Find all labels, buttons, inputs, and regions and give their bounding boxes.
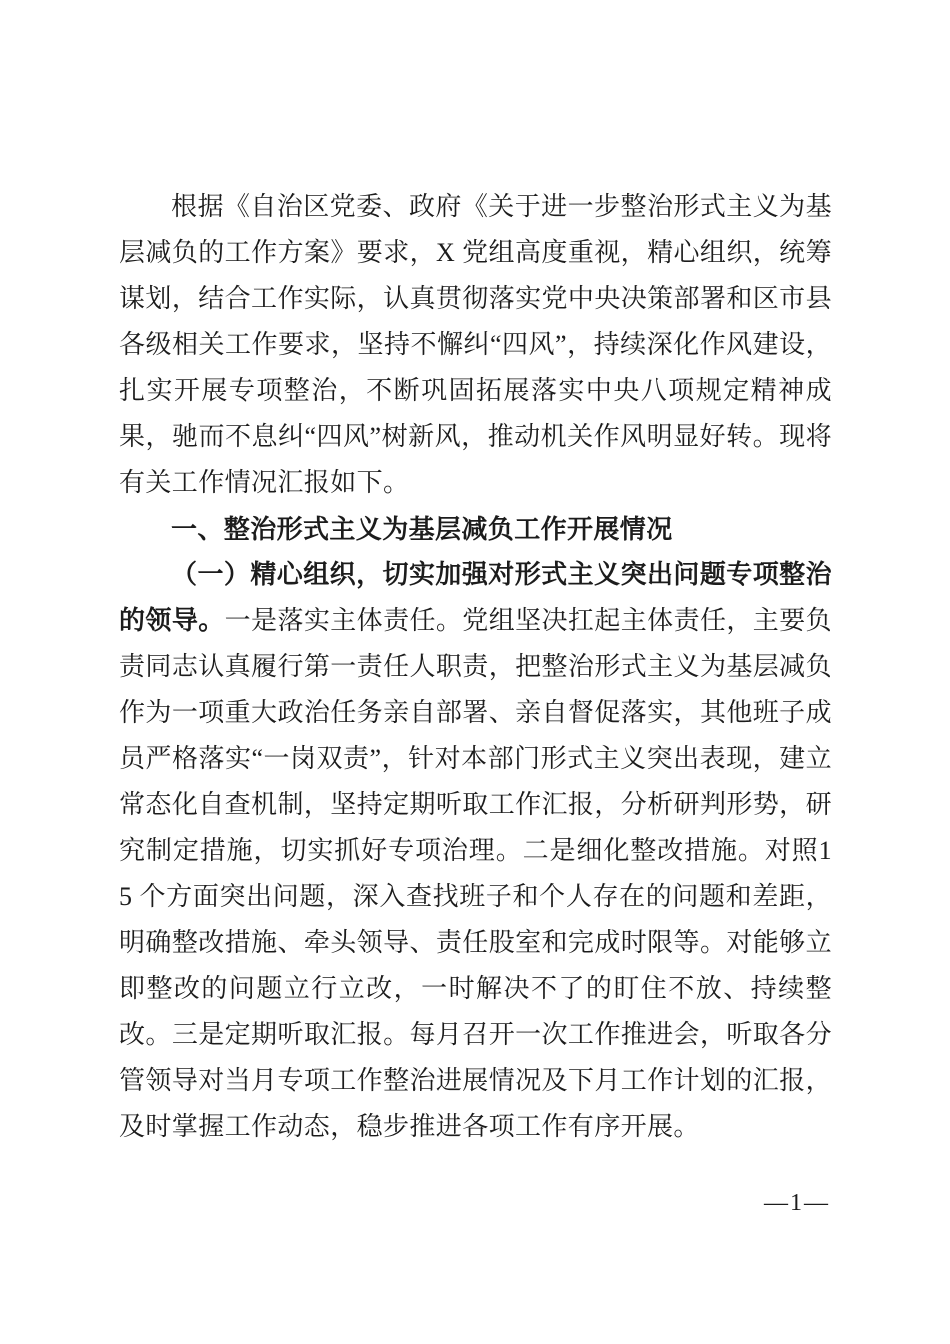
section-heading-1: 一、整治形式主义为基层减负工作开展情况: [171, 514, 673, 544]
paragraph-lead-bold: （一）精心组织，切实加强对形式主义突出问题专项整治的领导。: [119, 560, 832, 635]
page-number: —1—: [764, 1190, 830, 1216]
paragraph-body-text: 一是落实主体责任。党组坚决扛起主体责任，主要负责同志认真履行第一责任人职责，把整治形式主义为基层减负作为一项重大政治任务亲自部署、亲自督促落实，其他班子成员严格落实“一岗双责”，针对本部门形式主义突出表现，建立常态化自查机制，坚持定期听取工作汇报，分析研判形势，研究制定措施，切实抓好专项治理。二是细化整改措施。对照15 个方面突出问题，深入查找班子和个人存在的问题和差距，明确整改措施、牵头领导、责任股室和完成时限等。对能够立即整改的问题立行立改，一时解决不了的盯住不放、持续整改。三是定期听取汇报。每月召开一次工作推进会，听取各分管领导对当月专项工作整治进展情况及下月工作计划的汇报，及时掌握工作动态，稳步推进各项工作有序开展。: [119, 606, 832, 1141]
document-body: [119, 184, 832, 1150]
paragraph-section-1: [119, 552, 832, 1150]
paragraph-intro: 根据《自治区党委、政府《关于进一步整治形式主义为基层减负的工作方案》要求，X 党组高度重视，精心组织，统筹谋划，结合工作实际，认真贯彻落实党中央决策部署和区市县各级相关工作要求，坚持不懈纠“四风”，持续深化作风建设，扎实开展专项整治，不断巩固拓展落实中央八项规定精神成果，驰而不息纠“四风”树新风，推动机关作风明显好转。现将有关工作情况汇报如下。: [119, 192, 832, 497]
